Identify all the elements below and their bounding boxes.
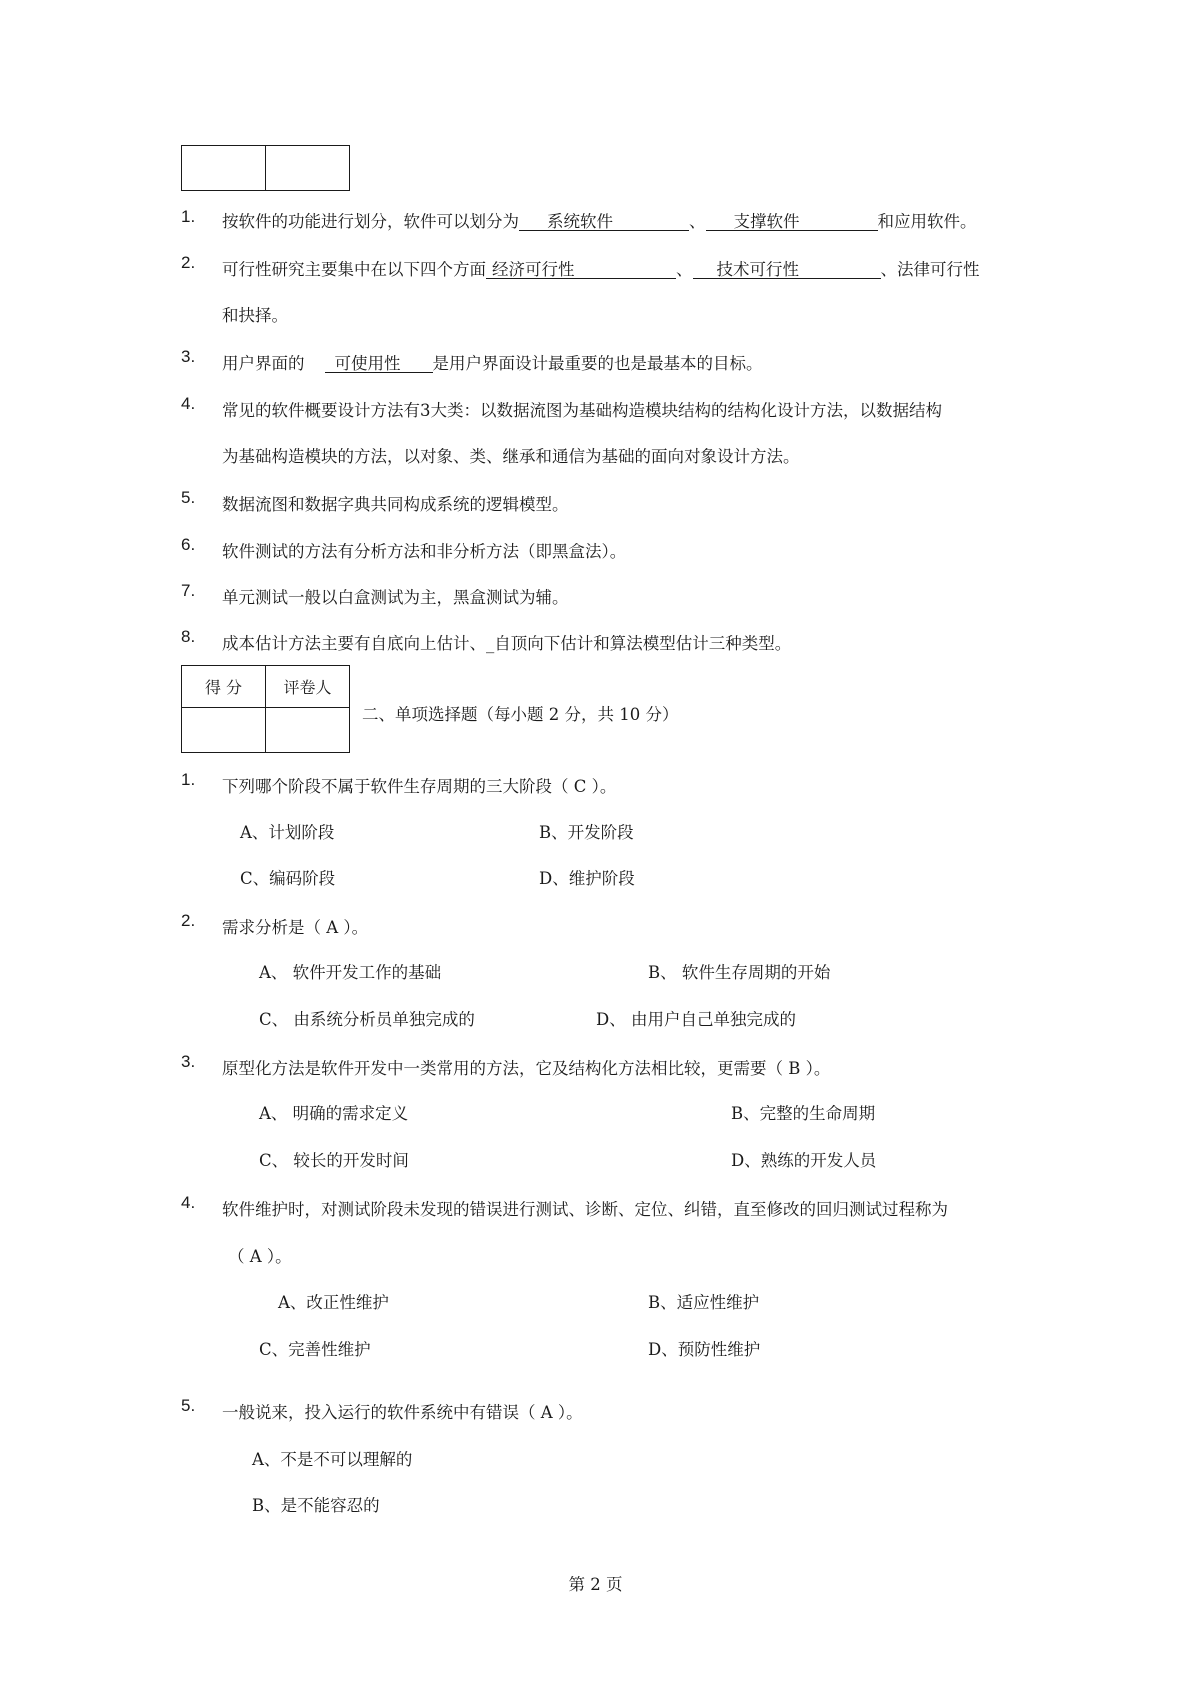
mc-q4-option-a: A、改正性维护 xyxy=(278,1293,389,1312)
mc-q2-option-b: B、 软件生存周期的开始 xyxy=(648,963,831,982)
section2-title: 二、单项选择题（每小题 2 分，共 10 分） xyxy=(362,705,679,724)
fill-item-4-number: 4. xyxy=(181,394,196,413)
fill-item-6: 软件测试的方法有分析方法和非分析方法（即黑盒法）。 xyxy=(222,542,627,561)
mc-q4-cont: （ A ）。 xyxy=(228,1247,292,1266)
grader-label: 评卷人 xyxy=(266,666,350,708)
mc-q3-text: 原型化方法是软件开发中一类常用的方法，它及结构化方法相比较，更需要（ B ）。 xyxy=(222,1059,831,1078)
fill-item-3-number: 3. xyxy=(181,347,196,366)
fill-item-3-post: 是用户界面设计最重要的也是最基本的目标。 xyxy=(432,354,763,373)
fill-item-2-sep: 、 xyxy=(676,260,693,279)
fill-item-1 xyxy=(222,208,977,232)
mc-q3-option-d: D、熟练的开发人员 xyxy=(731,1151,877,1170)
fill-item-3 xyxy=(222,350,763,374)
score-cell xyxy=(182,146,266,191)
mc-q1-number: 1. xyxy=(181,770,196,789)
grader-cell xyxy=(266,146,350,191)
fill-item-8: 成本估计方法主要有自底向上估计、_自顶向下估计和算法模型估计三种类型。 xyxy=(222,634,792,653)
fill-item-3-pre: 用户界面的 xyxy=(222,354,305,373)
mc-q4-option-d: D、预防性维护 xyxy=(648,1340,761,1359)
fill-item-2-number: 2. xyxy=(181,253,196,272)
mc-q1-option-b: B、开发阶段 xyxy=(539,823,634,842)
mc-q1-option-a: A、计划阶段 xyxy=(240,823,335,842)
mc-q3-option-b: B、完整的生命周期 xyxy=(731,1104,876,1123)
fill-item-7: 单元测试一般以白盒测试为主，黑盒测试为辅。 xyxy=(222,588,569,607)
fill-item-1-sep: 、 xyxy=(689,212,706,231)
fill-item-7-number: 7. xyxy=(181,581,196,600)
fill-item-1-answer-2: 支撑软件 xyxy=(706,213,878,231)
score-value-cell xyxy=(182,708,266,753)
mc-q2-option-d: D、 由用户自己单独完成的 xyxy=(596,1010,796,1029)
fill-item-5: 数据流图和数据字典共同构成系统的逻辑模型。 xyxy=(222,495,569,514)
fill-item-8-number: 8. xyxy=(181,627,196,646)
mc-q2-option-a: A、 软件开发工作的基础 xyxy=(259,963,442,982)
mc-q4-text: 软件维护时，对测试阶段未发现的错误进行测试、诊断、定位、纠错，直至修改的回归测试过程称为 xyxy=(222,1200,948,1219)
fill-item-4: 常见的软件概要设计方法有3大类：以数据流图为基础构造模块结构的结构化设计方法，以数据结构 xyxy=(222,401,942,420)
fill-item-6-number: 6. xyxy=(181,535,196,554)
mc-q5-number: 5. xyxy=(181,1396,196,1415)
mc-q5-option-b: B、是不能容忍的 xyxy=(252,1496,380,1515)
fill-item-2-answer-1: 经济可行性 xyxy=(486,261,676,279)
fill-item-2-answer-2: 技术可行性 xyxy=(693,261,881,279)
top-score-table xyxy=(181,145,350,191)
page-number: 第 2 页 xyxy=(568,1575,623,1594)
mc-q4-number: 4. xyxy=(181,1193,196,1212)
mc-q1-option-c: C、编码阶段 xyxy=(240,869,336,888)
mc-q2-text: 需求分析是（ A ）。 xyxy=(222,918,369,937)
fill-item-2-post: 、法律可行性 xyxy=(880,260,980,279)
score-label: 得 分 xyxy=(182,666,266,708)
fill-item-1-pre: 按软件的功能进行划分，软件可以划分为 xyxy=(222,212,519,231)
mc-q1-option-d: D、维护阶段 xyxy=(539,869,635,888)
fill-item-4-cont: 为基础构造模块的方法，以对象、类、继承和通信为基础的面向对象设计方法。 xyxy=(222,447,800,466)
mc-q2-option-c: C、 由系统分析员单独完成的 xyxy=(259,1010,475,1029)
mc-q3-option-c: C、 较长的开发时间 xyxy=(259,1151,409,1170)
mc-q3-option-a: A、 明确的需求定义 xyxy=(259,1104,409,1123)
mc-q4-option-c: C、完善性维护 xyxy=(259,1340,371,1359)
fill-item-1-post: 和应用软件。 xyxy=(877,212,977,231)
mc-q5-text: 一般说来，投入运行的软件系统中有错误（ A ）。 xyxy=(222,1403,583,1422)
fill-item-1-number: 1. xyxy=(181,207,196,226)
mc-q5-option-a: A、不是不可以理解的 xyxy=(252,1450,413,1469)
fill-item-1-answer-1: 系统软件 xyxy=(519,213,689,231)
grader-value-cell xyxy=(266,708,350,753)
fill-item-2-pre: 可行性研究主要集中在以下四个方面 xyxy=(222,260,486,279)
mc-q3-number: 3. xyxy=(181,1052,196,1071)
mc-q1-text: 下列哪个阶段不属于软件生存周期的三大阶段（ C ）。 xyxy=(222,777,617,796)
mc-q2-number: 2. xyxy=(181,911,196,930)
fill-item-2 xyxy=(222,256,980,280)
fill-item-5-number: 5. xyxy=(181,488,196,507)
fill-item-3-answer-1: 可使用性 xyxy=(325,355,433,373)
fill-item-2-cont: 和抉择。 xyxy=(222,306,288,325)
mc-q4-option-b: B、适应性维护 xyxy=(648,1293,760,1312)
section2-score-table xyxy=(181,665,350,753)
